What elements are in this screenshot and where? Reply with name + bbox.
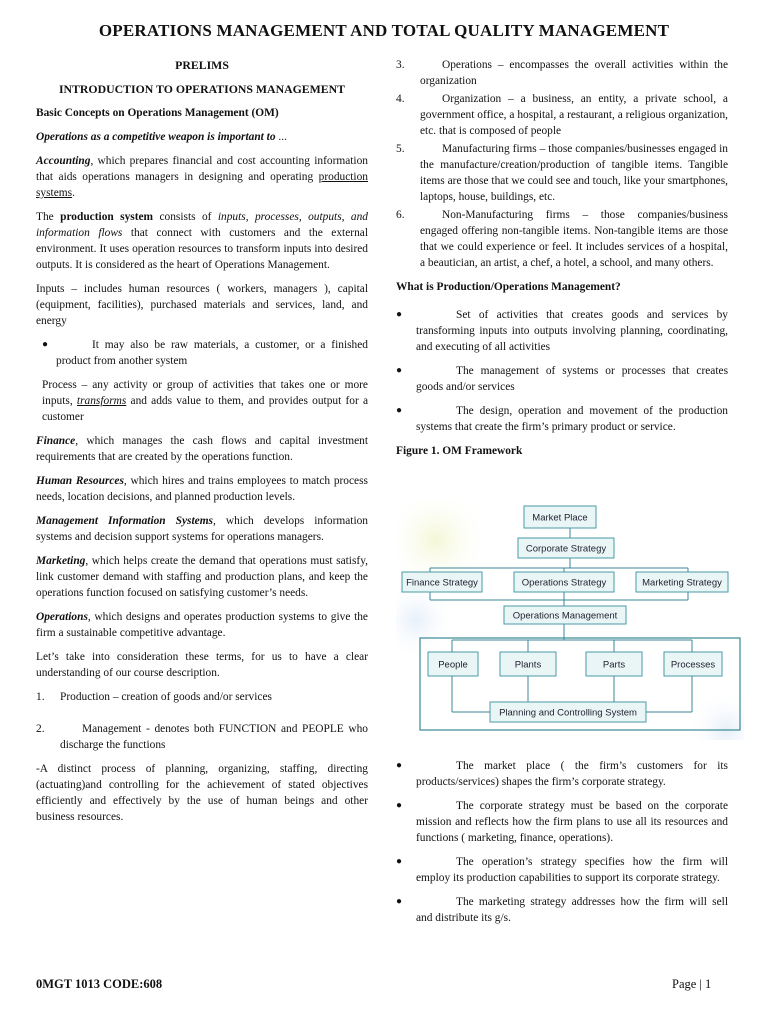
om-framework-diagram: [396, 500, 744, 740]
list-item: ● The design, operation and movement of the production systems that create the firm’s primary product or service.: [396, 405, 728, 433]
process-para: Process – any activity or group of activities that takes one or more inputs, transforms and adds value to them, and provides output for a customer: [42, 379, 369, 423]
list-item: ● The operation’s strategy specifies how the firm will employ its production capabilities to support its corporate strategy.: [396, 856, 728, 884]
diagram-node-market: [524, 506, 596, 528]
list-item: ● The corporate strategy must be based on the corporate mission and reflects how the firm plans to use all its resources and functions ( marketing, finance, operations).: [396, 800, 728, 844]
svg-text:Planning and Controlling Syste: Planning and Controlling System: [499, 707, 637, 719]
weapon-line: Operations as a competitive weapon is important to ...: [36, 131, 287, 143]
diagram-node-marketing: [636, 572, 728, 592]
footer-page-number: Page | 1: [672, 977, 712, 991]
heading-basic-concepts: Basic Concepts on Operations Management (OM): [36, 107, 279, 119]
svg-text:Corporate Strategy: Corporate Strategy: [525, 543, 607, 555]
diagram-node-om: [504, 606, 626, 624]
operations-para: Operations, which designs and operates production systems to give the firm a sustainable competitive advantage.: [36, 611, 368, 639]
list-item: ● It may also be raw materials, a customer, or a finished product from another system: [42, 339, 368, 367]
heading-question: What is Production/Operations Management?: [396, 281, 621, 293]
section-intro: INTRODUCTION TO OPERATIONS MANAGEMENT: [58, 82, 346, 96]
svg-text:Marketing Strategy: Marketing Strategy: [642, 577, 722, 589]
section-prelims: PRELIMS: [175, 58, 229, 72]
numbered-list: [396, 57, 728, 271]
decor-blob: [686, 690, 744, 740]
figure-title: Figure 1. OM Framework: [396, 445, 523, 457]
finance-para: Finance, which manages the cash flows and capital investment requirements that are created by the operations function.: [36, 435, 368, 463]
list-item: 6. Non-Manufacturing firms – those companies/business engaged offering non-tangible items. Non-tangible items are those that we could experience or feel. It includes services of a hospital, a beautician, an artist, a chef, a hotel, a school, and many others.: [396, 209, 728, 269]
diagram-node-operations-strategy: [514, 572, 614, 592]
svg-text:Finance Strategy: Finance Strategy: [406, 577, 478, 589]
diagram-node-processes: [664, 652, 722, 676]
list-item: ● The market place ( the firm’s customers for its products/services) shapes the firm’s corporate strategy.: [396, 760, 728, 788]
diagram-node-corporate: [518, 538, 614, 558]
list-item: 5. Manufacturing firms – those companies/businesses engaged in the manufacture/creation/production of tangible items. Tangible items are those that we could see and touch, like your smartphones, laptops, house, buildings, etc.: [396, 143, 728, 203]
svg-text:People: People: [438, 659, 468, 671]
list-item: ● Set of activities that creates goods and services by transforming inputs into outputs involving planning, coordinating, and executing of all activities: [396, 309, 728, 353]
diagram-node-pcs: [490, 702, 646, 722]
svg-text:Parts: Parts: [602, 659, 626, 671]
list-item: 3. Operations – encompasses the overall activities within the organization: [396, 59, 728, 87]
mis-para: Management Information Systems, which develops information systems and decision support systems for operations managers.: [36, 515, 369, 543]
svg-text:Operations Strategy: Operations Strategy: [521, 577, 607, 589]
marketing-para: Marketing, which helps create the demand that operations must satisfy, link customer demand with staffing and production plans, and keep the operations function focused on satisfying customer’s needs.: [36, 555, 368, 599]
diagram-node-parts: [586, 652, 642, 676]
diagram-node-people: [428, 652, 478, 676]
list-item: 4. Organization – a business, an entity, a private school, a government office, a hospital, a restaurant, a religious organization, etc. that is composed of people: [396, 93, 728, 137]
footer-course-code: 0MGT 1013 CODE:608: [36, 977, 163, 991]
svg-text:Operations Management: Operations Management: [512, 610, 618, 622]
production-system-para: The production system consists of inputs, processes, outputs, and information flows that connect with customers and the external environment. It uses operation resources to transform inputs into desired outputs. It is considered as the heart of Operations Management.: [36, 211, 368, 271]
question-bullets: [396, 307, 728, 435]
diagram-node-plants: [500, 652, 556, 676]
left-column: [36, 57, 368, 833]
lets-para: Let’s take into consideration these terms, for us to have a clear understanding of our course description.: [36, 651, 368, 679]
diagram-node-finance: [402, 572, 482, 592]
inputs-para: Inputs – includes human resources ( workers, managers ), capital (equipment, facilities), purchased materials and services, land, and energy: [36, 283, 368, 327]
page-title: OPERATIONS MANAGEMENT AND TOTAL QUALITY MANAGEMENT: [98, 21, 670, 40]
list-item: 1. Production – creation of goods and/or services: [36, 691, 272, 703]
list-item: ● The management of systems or processes that creates goods and/or services: [396, 365, 728, 393]
list-item: 2. Management - denotes both FUNCTION and PEOPLE who discharge the functions: [36, 723, 368, 751]
figure-bullets: [396, 758, 728, 934]
svg-text:Plants: Plants: [514, 659, 542, 671]
accounting-para: Accounting, which prepares financial and cost accounting information that aids operations managers in designing and operating production systems.: [36, 155, 368, 199]
right-column: [396, 57, 728, 467]
hr-para: Human Resources, which hires and trains employees to match process needs, location decisions, and planned production levels.: [36, 475, 368, 503]
svg-text:Market Place: Market Place: [532, 512, 588, 524]
svg-text:Processes: Processes: [670, 659, 716, 671]
list-item: ● The marketing strategy addresses how the firm will sell and distribute its g/s.: [396, 896, 728, 924]
distinct-para: -A distinct process of planning, organizing, staffing, directing (actuating)and controlling for the achievement of stated objectives efficiently and effectively by the use of human beings and other business resources.: [36, 763, 368, 823]
